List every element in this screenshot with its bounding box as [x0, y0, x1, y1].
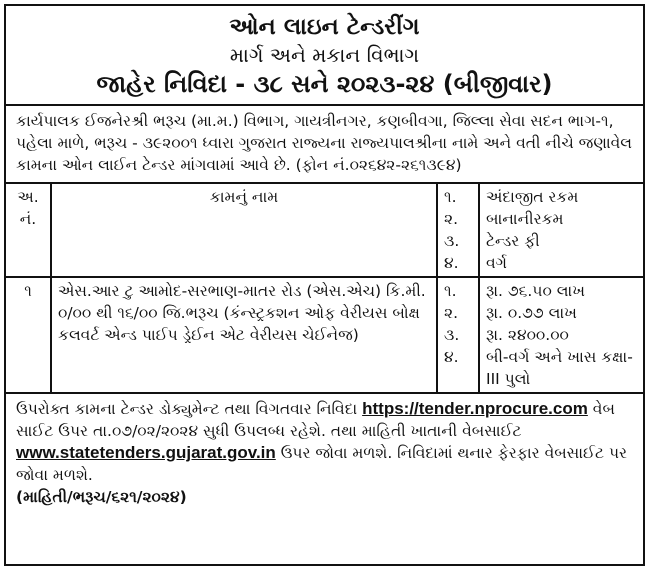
notice-title: ઓન લાઇન ટેન્ડરીંગ [229, 14, 420, 40]
row-work-name: એસ.આર ટુ આમોદ-સરભાણ-માતર રોડ (એસ.એચ) કિ.મી. ૦/૦૦ થી ૧૬/૦૦ જિ.ભરૂચ (કંન્સ્ટ્રકશન ઓફ વેરીયસ બોક્ષ કલવર્ટ એન્ડ પાઈપ ડ્રેઈન એટ વેરીયસ ચેઈનેજ) [51, 277, 437, 393]
table-header-row [6, 183, 643, 277]
header-field-list [479, 183, 643, 277]
header-tender-fee: ટેન્ડર ફી [486, 232, 540, 250]
header-deposit-amount: બાનાનીરકમ [486, 210, 564, 228]
intro-paragraph: કાર્યપાલક ઈજનેરશ્રી ભરૂચ (મા.મ.) વિભાગ, ગાયત્રીનગર, કણબીવગા, જિલ્લા સેવા સદન ભાગ-૧, પહેલા માળે, ભરૂચ - ૩૯૨૦૦૧ ધ્વારા ગુજરાત રાજ્યના રાજ્યપાલશ્રીના નામે અને વતી નીચે જણાવેલ કામના ઓન લાઈન ટેન્ડર માંગવામાં આવે છે. (ફોન નં.૦૨૬૪૨-૨૬૧૩૯૪) [6, 104, 643, 182]
row-tender-fee: રૂા. ૨૪૦૦.૦૦ [486, 326, 569, 344]
footer-text-a: ઉપરોક્ત કામના ટેન્ડર ડોક્યુમેન્ટ તથા વિગતવાર નિવિદા [16, 400, 363, 418]
notice-header [6, 12, 643, 100]
header-index-list: ૧. ૨. ૩. ૪. [437, 183, 479, 277]
statetenders-link[interactable]: www.statetenders.gujarat.gov.in [16, 443, 276, 462]
tender-portal-link[interactable]: https://tender.nprocure.com [362, 399, 588, 418]
notice-number: જાહેર નિવિદા - ૩૮ સને ૨૦૨૩-૨૪ (બીજીવાર) [96, 70, 553, 98]
row-deposit-amount: રૂા. ૦.૭૭ લાખ [486, 304, 577, 322]
row-value-list [479, 277, 643, 393]
footer-text-c: ઉપર જોવા મળશે. નિવિદામાં થનાર ફેરફાર વેબસાઈટ પર જોવા મળશે. [16, 444, 628, 484]
header-work-name: કામનું નામ [51, 183, 437, 277]
table-row [6, 277, 643, 393]
row-estimated-amount: રૂા. ૭૬.૫૦ લાખ [486, 282, 585, 300]
footer-paragraph [6, 394, 643, 512]
footer-text-b: વેબ સાઈટ ઉપર તા.૦૭/૦૨/૨૦૨૪ સુધી ઉપલબ્ધ રહેશે. તથા માહિતી ખાતાની વેબસાઈટ [16, 400, 615, 440]
header-estimated-amount: અંદાજીત રકમ [486, 188, 579, 206]
tender-notice [4, 4, 645, 566]
row-class: બી-વર્ગ અને ખાસ કક્ષા-III પુલો [486, 348, 633, 388]
row-index-list: ૧. ૨. ૩. ૪. [437, 277, 479, 393]
reference-number: (માહિતી/ભરૂચ/૬૨૧/૨૦૨૪) [16, 488, 187, 506]
header-serial-no: અ. નં. [6, 183, 51, 277]
department-name: માર્ગ અને મકાન વિભાગ [229, 43, 420, 67]
row-serial-no: ૧ [6, 277, 51, 393]
works-table [6, 182, 643, 394]
header-class: વર્ગ [486, 254, 507, 272]
